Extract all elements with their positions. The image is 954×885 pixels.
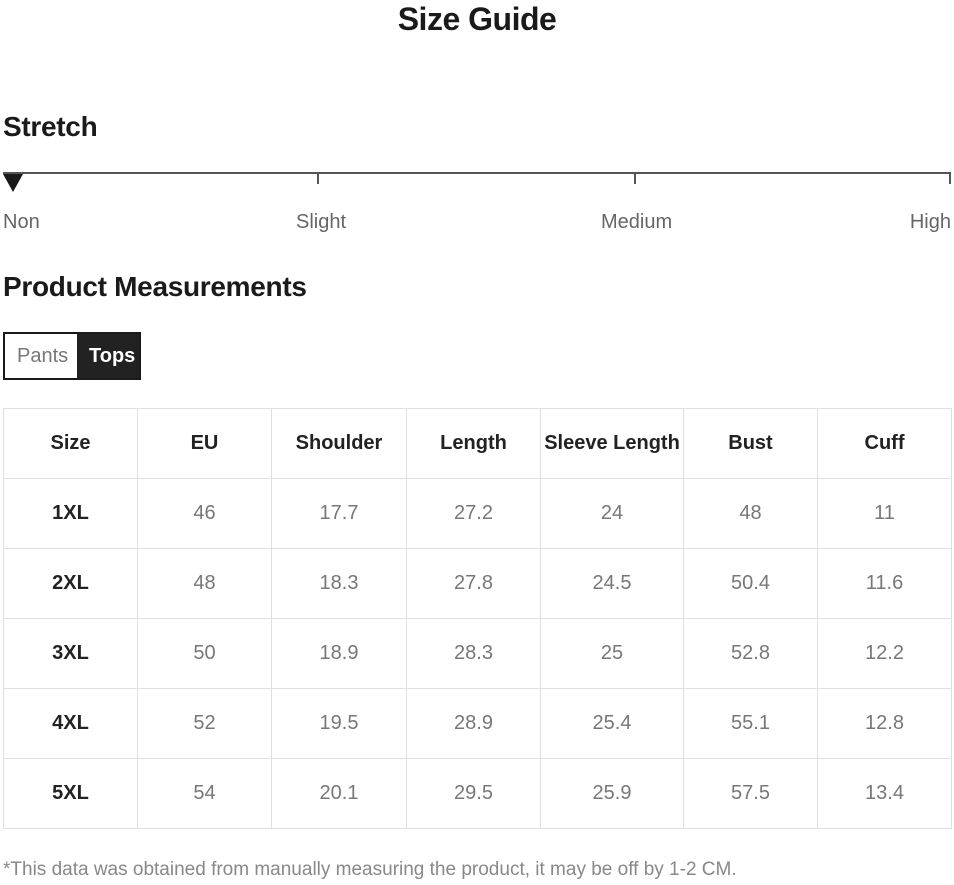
stretch-scale-line <box>3 172 951 174</box>
table-cell: 57.5 <box>684 759 818 829</box>
table-cell: 24.5 <box>541 549 684 619</box>
stretch-label-slight: Slight <box>296 211 347 233</box>
table-cell: 11.6 <box>818 549 952 619</box>
size-cell: 5XL <box>4 759 138 829</box>
size-cell: 2XL <box>4 549 138 619</box>
table-cell: 24 <box>541 479 684 549</box>
stretch-marker-icon <box>3 174 23 192</box>
table-header-row <box>4 409 952 479</box>
tab-tops[interactable]: Tops <box>77 334 139 378</box>
stretch-tick-medium <box>634 172 636 184</box>
table-cell: 50.4 <box>684 549 818 619</box>
table-cell: 25 <box>541 619 684 689</box>
column-header: Bust <box>684 409 818 479</box>
table-cell: 48 <box>684 479 818 549</box>
table-cell: 50 <box>138 619 272 689</box>
stretch-scale <box>3 170 951 240</box>
measurement-tabs <box>3 332 141 380</box>
column-header: EU <box>138 409 272 479</box>
table-row <box>4 759 952 829</box>
table-cell: 17.7 <box>272 479 407 549</box>
table-cell: 13.4 <box>818 759 952 829</box>
table-cell: 52.8 <box>684 619 818 689</box>
table-cell: 18.3 <box>272 549 407 619</box>
stretch-label-medium: Medium <box>601 211 673 233</box>
table-row <box>4 619 952 689</box>
size-cell: 4XL <box>4 689 138 759</box>
table-cell: 48 <box>138 549 272 619</box>
table-cell: 28.9 <box>407 689 541 759</box>
table-cell: 55.1 <box>684 689 818 759</box>
measurement-footnote: *This data was obtained from manually measuring the product, it may be off by 1-2 CM. <box>3 859 737 880</box>
table-cell: 25.9 <box>541 759 684 829</box>
table-cell: 46 <box>138 479 272 549</box>
size-cell: 1XL <box>4 479 138 549</box>
stretch-tick-high <box>949 172 951 184</box>
table-cell: 54 <box>138 759 272 829</box>
column-header: Cuff <box>818 409 952 479</box>
size-table <box>3 408 952 829</box>
table-cell: 29.5 <box>407 759 541 829</box>
tab-pants[interactable]: Pants <box>5 334 77 378</box>
table-cell: 27.2 <box>407 479 541 549</box>
page-title: Size Guide <box>397 1 557 37</box>
table-row <box>4 549 952 619</box>
table-cell: 12.2 <box>818 619 952 689</box>
table-cell: 27.8 <box>407 549 541 619</box>
column-header: Shoulder <box>272 409 407 479</box>
table-cell: 20.1 <box>272 759 407 829</box>
table-cell: 52 <box>138 689 272 759</box>
table-row <box>4 479 952 549</box>
table-cell: 19.5 <box>272 689 407 759</box>
table-cell: 12.8 <box>818 689 952 759</box>
table-row <box>4 689 952 759</box>
table-cell: 28.3 <box>407 619 541 689</box>
stretch-tick-slight <box>317 172 319 184</box>
column-header: Length <box>407 409 541 479</box>
column-header: Size <box>4 409 138 479</box>
table-cell: 25.4 <box>541 689 684 759</box>
column-header: Sleeve Length <box>541 409 684 479</box>
size-cell: 3XL <box>4 619 138 689</box>
product-measurements-heading: Product Measurements <box>3 271 307 302</box>
stretch-label-high: High <box>909 211 951 233</box>
stretch-heading: Stretch <box>3 111 98 142</box>
table-cell: 11 <box>818 479 952 549</box>
table-cell: 18.9 <box>272 619 407 689</box>
stretch-label-non: Non <box>3 211 40 233</box>
